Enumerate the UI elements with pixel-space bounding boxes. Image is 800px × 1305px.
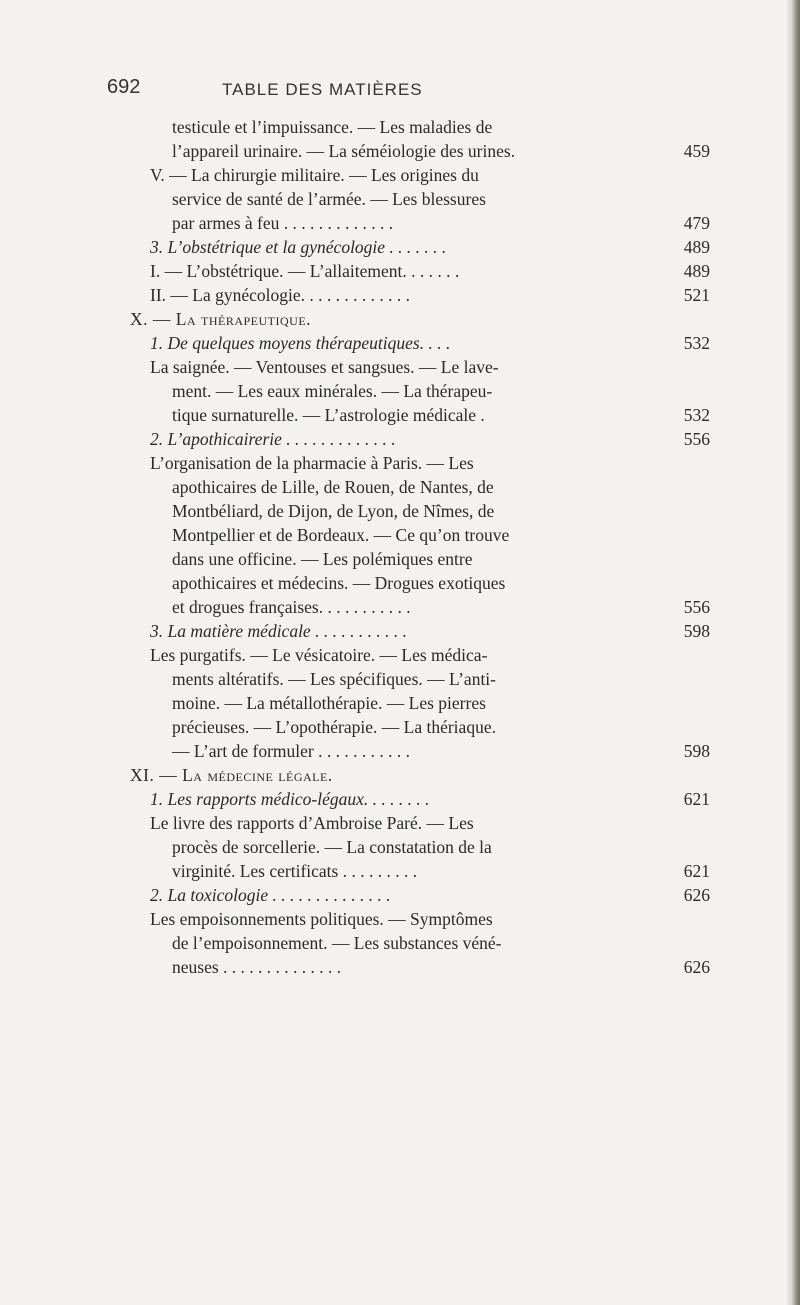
toc-entry-continuation [172, 187, 710, 211]
toc-entry-text: L’organisation de la pharmacie à Paris. — Les [150, 453, 474, 473]
toc-entry-text: 2. L’apothicairerie . . . . . . . . . . . . . [150, 429, 396, 449]
toc-entry-text: tique surnaturelle. — L’astrologie médicale . [172, 405, 485, 425]
toc-entry-continuation [130, 763, 710, 787]
toc-entry-text: apothicaires de Lille, de Rouen, de Nantes, de [172, 477, 494, 497]
toc-entry-text: précieuses. — L’opothérapie. — La thériaque. [172, 717, 496, 737]
page-number: 692 [107, 76, 141, 98]
toc-page-number: 489 [683, 261, 710, 281]
toc-page-number: 626 [683, 957, 710, 977]
toc-entry-continuation [150, 163, 710, 187]
toc-entry-text: de l’empoisonnement. — Les substances véné- [172, 933, 502, 953]
toc-entry-continuation [172, 499, 710, 523]
toc-entry-continuation [172, 571, 710, 595]
toc-entry-continuation [172, 715, 710, 739]
toc-entry [150, 427, 710, 451]
toc-entry-text: par armes à feu . . . . . . . . . . . . . [172, 213, 394, 233]
toc-entry-continuation [172, 379, 710, 403]
toc-page-number: 479 [683, 213, 710, 233]
page-edge-shadow [786, 0, 800, 1305]
toc-page-number: 489 [683, 237, 710, 257]
toc-entry-text: ments altératifs. — Les spécifiques. — L’anti- [172, 669, 496, 689]
toc-entry-text: 3. La matière médicale . . . . . . . . . . . [150, 621, 407, 641]
toc-entry-text: l’appareil urinaire. — La séméiologie des urines. [172, 141, 516, 161]
toc-entry-text: Montpellier et de Bordeaux. — Ce qu’on trouve [172, 525, 510, 545]
toc-page-number: 621 [683, 861, 710, 881]
toc-entry-text: ment. — Les eaux minérales. — La thérapeu- [172, 381, 493, 401]
toc-entry-continuation [150, 643, 710, 667]
section-heading: X. — La thérapeutique. [130, 309, 312, 329]
toc-entry-text: — L’art de formuler . . . . . . . . . . . [172, 741, 410, 761]
toc-entry [150, 331, 710, 355]
toc-entry-continuation [150, 811, 710, 835]
toc-entry-text: moine. — La métallothérapie. — Les pierres [172, 693, 486, 713]
toc-entry-continuation [172, 547, 710, 571]
toc-entry-text: virginité. Les certificats . . . . . . . . . [172, 861, 418, 881]
toc-entry-continuation [172, 523, 710, 547]
toc-entry [150, 619, 710, 643]
toc-page-number: 532 [683, 405, 710, 425]
toc-page-number: 556 [683, 597, 710, 617]
toc-page-number: 598 [683, 621, 710, 641]
toc-entry [150, 259, 710, 283]
toc-page-number: 598 [683, 741, 710, 761]
toc-entry-text: I. — L’obstétrique. — L’allaitement. . . . . . . [150, 261, 460, 281]
running-title: TABLE DES MATIÈRES [222, 80, 423, 99]
toc-entry [172, 859, 710, 883]
toc-entry-text: Les purgatifs. — Le vésicatoire. — Les médica- [150, 645, 488, 665]
toc-page-number: 521 [683, 285, 710, 305]
toc-page-number: 532 [683, 333, 710, 353]
toc-entry-text: apothicaires et médecins. — Drogues exotiques [172, 573, 506, 593]
toc-entry-continuation [150, 355, 710, 379]
section-heading: XI. — La médecine légale. [130, 765, 333, 785]
toc-entry-text: Les empoisonnements politiques. — Symptômes [150, 909, 493, 929]
toc-entry-continuation [150, 451, 710, 475]
toc-entry-text: testicule et l’impuissance. — Les maladies de [172, 117, 493, 137]
toc-entry-continuation [172, 835, 710, 859]
toc-entry-text: neuses . . . . . . . . . . . . . . [172, 957, 342, 977]
toc-entry-text: procès de sorcellerie. — La constatation de la [172, 837, 492, 857]
toc-entry-text: 3. L’obstétrique et la gynécologie . . . . . . . [150, 237, 447, 257]
toc-entry [150, 883, 710, 907]
toc-entry-text: Montbéliard, de Dijon, de Lyon, de Nîmes, de [172, 501, 495, 521]
toc-entry [172, 139, 710, 163]
toc-entry-text: et drogues françaises. . . . . . . . . . . [172, 597, 411, 617]
toc-entry-continuation [172, 475, 710, 499]
page-header [0, 72, 800, 112]
toc-entry-text: 1. De quelques moyens thérapeutiques. . . . [150, 333, 451, 353]
toc-entry-continuation [150, 907, 710, 931]
toc-entry [172, 739, 710, 763]
toc-entry-continuation [172, 667, 710, 691]
toc-entry-text: 1. Les rapports médico-légaux. . . . . . . . [150, 789, 430, 809]
toc-entry-text: dans une officine. — Les polémiques entre [172, 549, 473, 569]
toc-entry-text: La saignée. — Ventouses et sangsues. — Le lave- [150, 357, 499, 377]
toc-entry-continuation [172, 691, 710, 715]
toc-entry-text: V. — La chirurgie militaire. — Les origines du [150, 165, 479, 185]
toc-entry [172, 403, 710, 427]
toc-page-number: 556 [683, 429, 710, 449]
toc-entry-continuation [172, 115, 710, 139]
toc-entry [172, 955, 710, 979]
toc-entry-text: service de santé de l’armée. — Les blessures [172, 189, 486, 209]
toc-page-number: 626 [683, 885, 710, 905]
toc-entry-text: Le livre des rapports d’Ambroise Paré. — Les [150, 813, 474, 833]
toc-entry [172, 211, 710, 235]
toc-entry-text: 2. La toxicologie . . . . . . . . . . . . . . [150, 885, 391, 905]
toc-entry [172, 595, 710, 619]
toc-entry-continuation [172, 931, 710, 955]
toc-entry-text: II. — La gynécologie. . . . . . . . . . . . . [150, 285, 411, 305]
toc-page-number: 459 [683, 141, 710, 161]
toc-page-number: 621 [683, 789, 710, 809]
toc-entry [150, 787, 710, 811]
toc-entry-continuation [130, 307, 710, 331]
toc-entry [150, 235, 710, 259]
toc-entry [150, 283, 710, 307]
